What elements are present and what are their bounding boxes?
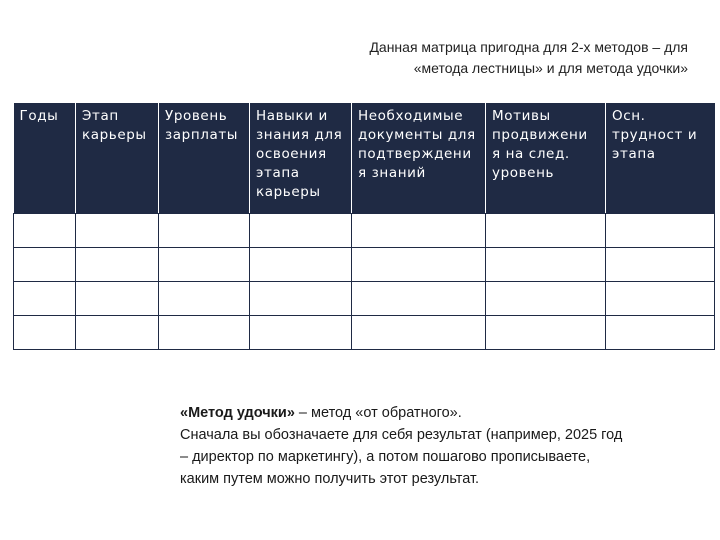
table-cell[interactable]: [250, 247, 352, 281]
table-cell[interactable]: [76, 281, 159, 315]
career-matrix-table: [13, 103, 715, 350]
table-cell[interactable]: [159, 315, 250, 349]
table-cell[interactable]: [352, 213, 486, 247]
table-cell[interactable]: [352, 315, 486, 349]
table-cell[interactable]: [250, 315, 352, 349]
note-line-4: каким путем можно получить этот результат.: [180, 471, 480, 487]
header-documents: Необходимые документы для подтверждени я знаний: [352, 103, 486, 213]
table-cell[interactable]: [159, 281, 250, 315]
method-description: – метод «от обратного».: [294, 405, 462, 421]
table-cell[interactable]: [76, 213, 159, 247]
table-cell[interactable]: [486, 315, 606, 349]
table-cell[interactable]: [352, 247, 486, 281]
table-cell[interactable]: [486, 281, 606, 315]
table-cell[interactable]: [606, 247, 715, 281]
table-cell[interactable]: [352, 281, 486, 315]
table-cell[interactable]: [14, 213, 76, 247]
method-note: [180, 402, 690, 490]
table-cell[interactable]: [486, 247, 606, 281]
note-line-3: – директор по маркетингу), а потом пошагово прописываете,: [180, 449, 591, 465]
header-years: Годы: [14, 103, 76, 213]
table-cell[interactable]: [14, 247, 76, 281]
note-line-2: Сначала вы обозначаете для себя результат (например, 2025 год: [180, 427, 623, 443]
intro-line-1: Данная матрица пригодна для 2-х методов – для: [369, 39, 688, 55]
table-cell[interactable]: [250, 213, 352, 247]
method-name: «Метод удочки»: [180, 405, 295, 421]
table-cell[interactable]: [14, 315, 76, 349]
table-cell[interactable]: [250, 281, 352, 315]
table-row: [14, 281, 715, 315]
table-cell[interactable]: [76, 315, 159, 349]
intro-line-2: «метода лестницы» и для метода удочки»: [413, 60, 688, 76]
table-cell[interactable]: [606, 315, 715, 349]
table-row: [14, 247, 715, 281]
table-row: [14, 315, 715, 349]
header-skills: Навыки и знания для освоения этапа карьеры: [250, 103, 352, 213]
table-cell[interactable]: [76, 247, 159, 281]
table-cell[interactable]: [159, 213, 250, 247]
header-difficulties: Осн. трудност и этапа: [606, 103, 715, 213]
table-cell[interactable]: [14, 281, 76, 315]
header-career-stage: Этап карьеры: [76, 103, 159, 213]
header-motives: Мотивы продвижени я на след. уровень: [486, 103, 606, 213]
header-salary-level: Уровень зарплаты: [159, 103, 250, 213]
intro-text: [270, 37, 688, 79]
table-cell[interactable]: [159, 247, 250, 281]
table-cell[interactable]: [606, 213, 715, 247]
table-cell[interactable]: [606, 281, 715, 315]
note-line-1: [180, 402, 690, 424]
table-row: [14, 213, 715, 247]
table-header-row: [14, 103, 715, 213]
table-cell[interactable]: [486, 213, 606, 247]
